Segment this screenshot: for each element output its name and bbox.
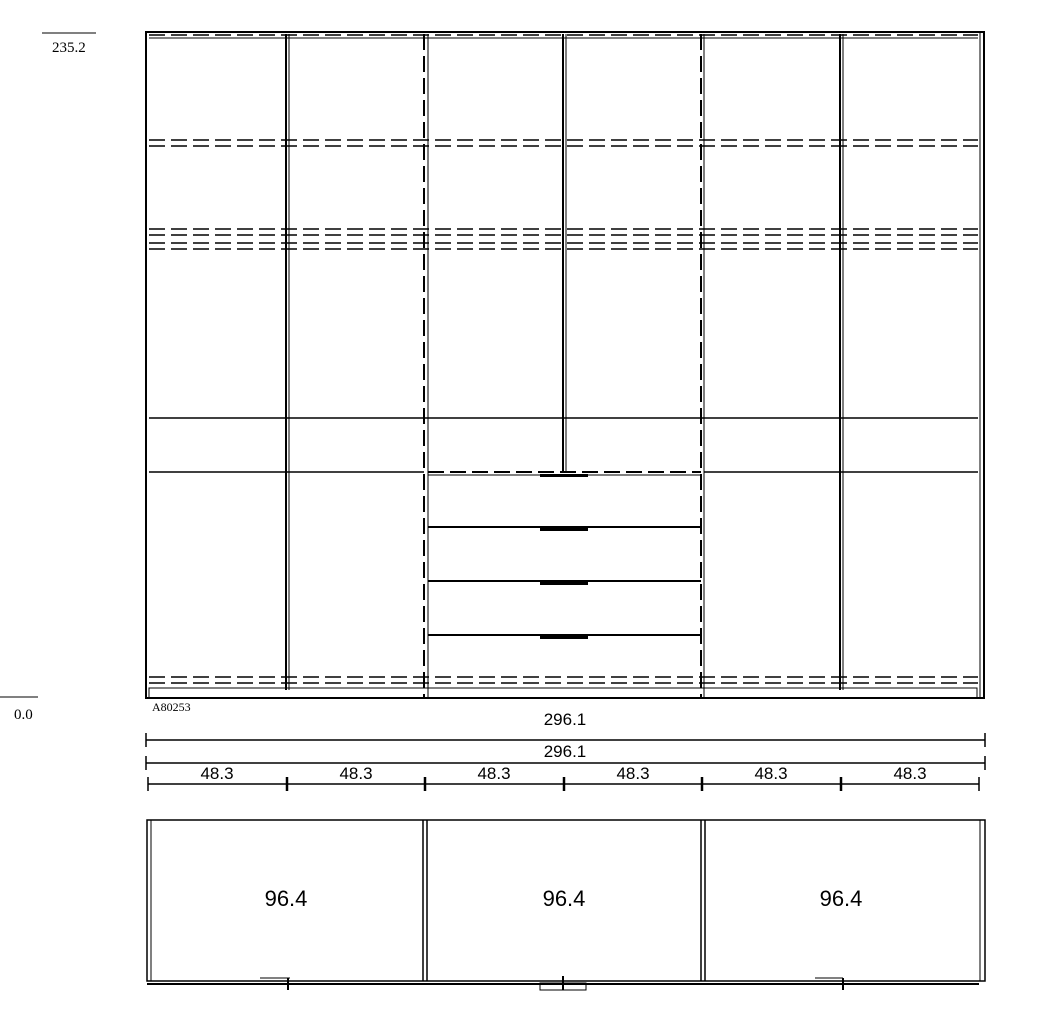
drawer-handle — [540, 582, 588, 585]
height-bottom-label: 0.0 — [14, 707, 33, 723]
drawer-handle — [540, 636, 588, 639]
section-width-label: 48.3 — [616, 764, 650, 783]
drawer-handle — [540, 528, 588, 531]
front-elevation — [146, 32, 984, 714]
module-width-label: 96.4 — [819, 886, 863, 911]
section-width-label: 48.3 — [893, 764, 927, 783]
height-scale — [0, 33, 96, 723]
module-width-label: 96.4 — [264, 886, 308, 911]
module-width-label: 96.4 — [542, 886, 586, 911]
dimension-lines — [146, 710, 985, 791]
section-width-label: 48.3 — [200, 764, 234, 783]
overall-width-inner-label: 296.1 — [543, 742, 587, 761]
plan-view — [147, 820, 985, 990]
section-width-label: 48.3 — [477, 764, 511, 783]
door-dividers — [286, 34, 843, 698]
section-width-label: 48.3 — [339, 764, 373, 783]
section-width-label: 48.3 — [754, 764, 788, 783]
drawer-stack — [428, 474, 701, 639]
overall-width-outer-label: 296.1 — [543, 710, 587, 729]
drawer-handle — [540, 474, 588, 477]
height-top-label: 235.2 — [52, 40, 86, 56]
model-code: A80253 — [152, 700, 191, 714]
